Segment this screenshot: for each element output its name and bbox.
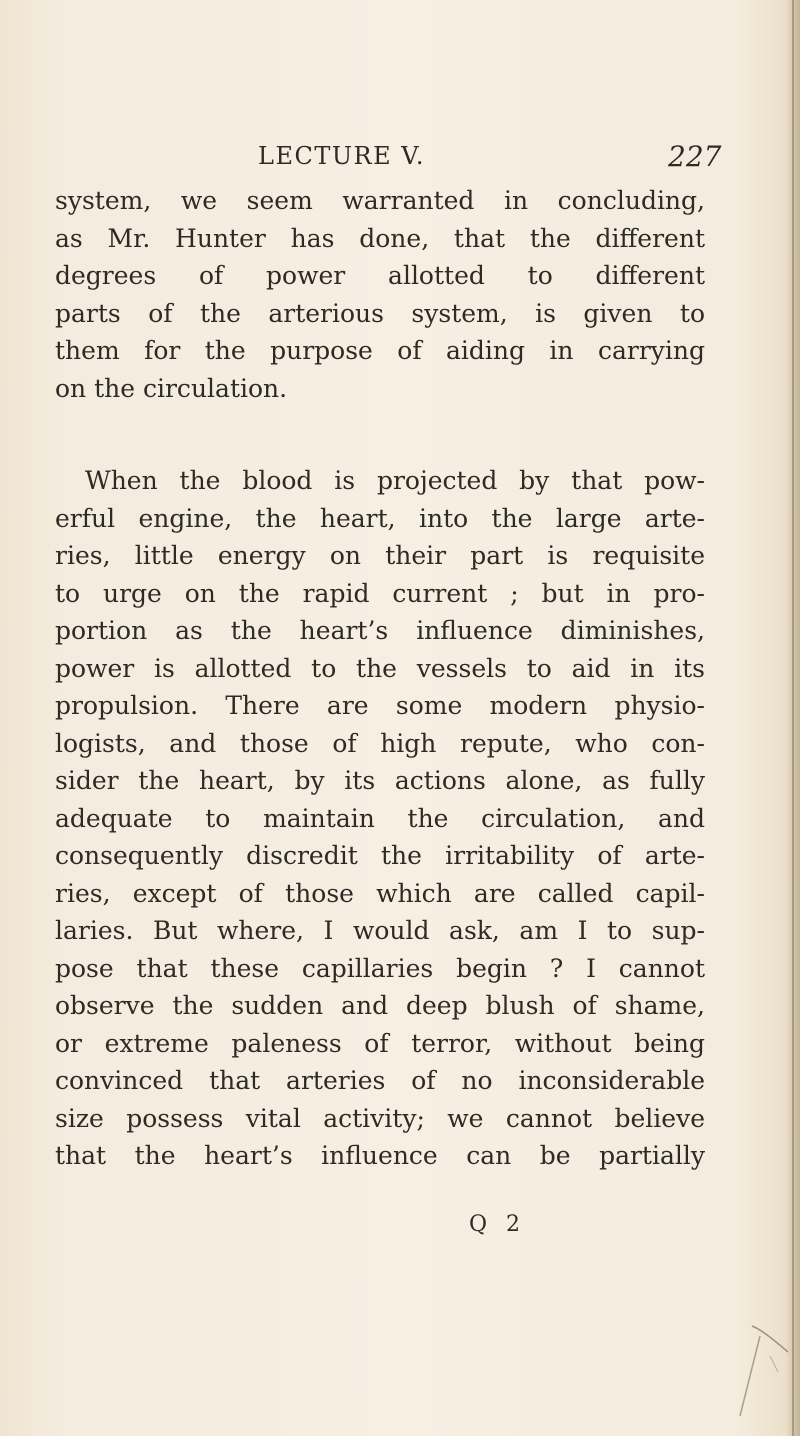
- text-line: portion as the heart’s influence diminishes,: [55, 616, 705, 645]
- paragraph-gap: [55, 407, 705, 462]
- text-line: or extreme paleness of terror, without being: [55, 1028, 705, 1058]
- page-edge-line: [792, 0, 794, 1436]
- text-line: to urge on the rapid current ; but in pro-: [55, 578, 705, 608]
- signature-mark: Q 2: [469, 1212, 527, 1237]
- text-line: When the blood is projected by that pow-: [85, 466, 705, 495]
- text-line: power is allotted to the vessels to aid in its: [55, 653, 705, 683]
- text-line: as Mr. Hunter has done, that the different: [55, 223, 705, 253]
- body-text: [55, 182, 705, 1175]
- text-line: propulsion. There are some modern physio-: [55, 691, 705, 720]
- text-line: laries. But where, I would ask, am I to sup-: [55, 916, 705, 945]
- text-line: pose that these capillaries begin ? I cannot: [55, 953, 705, 983]
- text-line: degrees of power allotted to different: [55, 261, 705, 290]
- paragraph-2: [55, 462, 705, 1175]
- running-head-title: LECTURE V.: [258, 142, 426, 170]
- text-line: adequate to maintain the circulation, and: [55, 803, 705, 833]
- paragraph-1: [55, 182, 705, 407]
- text-line: logists, and those of high repute, who con-: [55, 728, 705, 758]
- text-line: erful engine, the heart, into the large arte-: [55, 503, 705, 533]
- text-line: size possess vital activity; we cannot believe: [55, 1103, 705, 1133]
- page-crease-mark: [642, 1316, 792, 1426]
- text-line: ries, except of those which are called capil-: [55, 878, 705, 908]
- text-line: consequently discredit the irritability of arte-: [55, 841, 705, 870]
- text-line: parts of the arterious system, is given to: [55, 298, 705, 328]
- text-line: system, we seem warranted in concluding,: [55, 186, 705, 215]
- text-line: sider the heart, by its actions alone, as fully: [55, 766, 705, 795]
- text-line: convinced that arteries of no inconsiderable: [55, 1066, 705, 1095]
- page-number: 227: [668, 140, 722, 173]
- text-line: on the circulation.: [55, 373, 288, 403]
- text-line: that the heart’s influence can be partially: [55, 1141, 705, 1170]
- text-line: observe the sudden and deep blush of shame,: [55, 991, 705, 1020]
- running-head: [0, 140, 800, 180]
- text-line: them for the purpose of aiding in carrying: [55, 336, 705, 365]
- text-line: ries, little energy on their part is requisite: [55, 541, 705, 570]
